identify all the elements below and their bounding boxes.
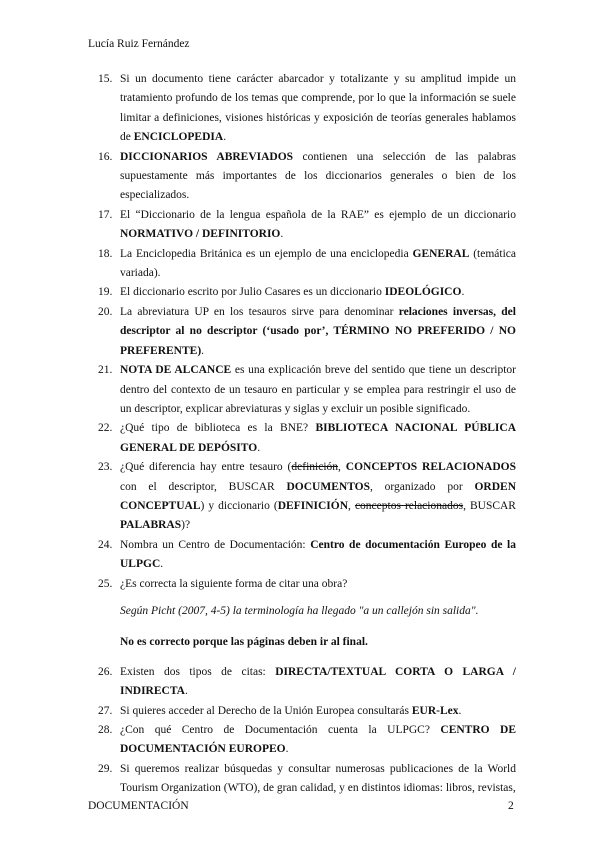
text-run: , [338, 461, 346, 474]
text-run: . [184, 685, 188, 698]
list-item [98, 536, 516, 575]
text-run: Nombra un Centro de Documentación: [120, 538, 311, 551]
text-run: . [461, 286, 465, 299]
page-header-author: Lucía Ruiz Fernández [88, 38, 190, 50]
item-text [120, 575, 516, 594]
item-number: 25. [98, 577, 113, 590]
item-text [120, 303, 516, 361]
item-text [120, 536, 516, 575]
item-text [120, 721, 516, 760]
item-text [120, 283, 516, 302]
citation-example: Según Picht (2007, 4-5) la terminología ha llegado "a un callejón sin salida". [120, 604, 479, 617]
answer-highlight: NOTA DE ALCANCE [120, 364, 232, 377]
item-number: 15. [98, 73, 113, 85]
text-run: . [285, 743, 289, 756]
list-item [98, 303, 516, 361]
answer-highlight: ENCICLOPEDIA [133, 131, 224, 144]
text-run: . [257, 441, 261, 454]
item-number: 20. [98, 305, 113, 318]
list-item [98, 760, 516, 799]
text-run: ) y diccionario ( [200, 499, 278, 512]
text-run: ¿Es correcta la siguiente forma de citar una obra? [120, 577, 348, 590]
answer-highlight: CENTRO DE DOCUMENTACIÓN EUROPEO [120, 724, 516, 756]
answer-highlight: IDEOLÓGICO [384, 286, 462, 299]
question-list [98, 70, 516, 799]
item-number: 19. [98, 286, 113, 299]
text-run: )? [181, 519, 191, 532]
answer-highlight: DICCIONARIOS ABREVIADOS [120, 150, 294, 163]
item-number: 18. [98, 247, 113, 260]
text-run: ¿Con qué Centro de Documentación cuenta la ULPGC? [120, 724, 441, 736]
item-number: 28. [98, 724, 113, 736]
item-text [120, 419, 516, 458]
answer-highlight: relaciones inversas, del descriptor al no descriptor (‘usado por’, TÉRMINO NO PREFERIDO / NO PREFERENTE) [120, 305, 516, 357]
answer-highlight: PALABRAS [120, 519, 182, 532]
item-text [120, 663, 516, 702]
footer-title: DOCUMENTACIÓN [88, 800, 189, 812]
item-number: 24. [98, 538, 113, 551]
text-run: . [223, 131, 227, 144]
list-item [98, 245, 516, 284]
question-group-2 [98, 663, 516, 799]
answer-highlight: DOCUMENTOS [286, 480, 370, 493]
list-item [98, 663, 516, 702]
text-run: El diccionario escrito por Julio Casares es un diccionario [120, 286, 385, 299]
page-number: 2 [508, 800, 514, 812]
item-text [120, 206, 516, 245]
text-run: . [160, 558, 164, 571]
answer-highlight: EUR-Lex [411, 704, 459, 717]
list-item [98, 283, 516, 302]
text-run: ¿Qué diferencia hay entre tesauro ( [120, 461, 292, 474]
text-run: es una explicación breve del sentido que tiene un descriptor dentro del contexto de un tesauro en particular y se emplea para restringir el uso de un descriptor, explicar abreviaturas y siglas y excluir un posible significado. [120, 364, 516, 415]
struck-text: conceptos relacionados [354, 499, 464, 512]
text-run: con el descriptor, BUSCAR [120, 480, 287, 493]
question-group-1 [98, 70, 516, 594]
item-number: 26. [98, 665, 113, 678]
item-number: 21. [98, 364, 113, 377]
item-number: 16. [98, 150, 113, 163]
text-run: La abreviatura UP en los tesauros sirve para denominar [120, 305, 399, 318]
item-text [120, 245, 516, 284]
answer-highlight: DEFINICIÓN [277, 499, 349, 512]
text-run: El “Diccionario de la lengua española de la RAE” es ejemplo de un diccionario [120, 208, 516, 221]
struck-text: definición [291, 461, 339, 474]
text-run: , organizado por [370, 480, 475, 493]
item-text [120, 760, 516, 799]
item-text [120, 148, 516, 206]
text-run: Si queremos realizar búsquedas y consultar numerosas publicaciones de la World Tourism Organization (WTO), de gran calidad, y en distintos idiomas: libros, revistas, [120, 762, 516, 795]
text-run: . [458, 704, 462, 717]
text-run: , [348, 499, 355, 512]
item-number: 29. [98, 762, 113, 775]
item-number: 27. [98, 704, 113, 717]
item-number: 23. [98, 461, 113, 474]
list-item [98, 206, 516, 245]
list-item [98, 458, 516, 536]
text-run: , BUSCAR [463, 499, 516, 512]
text-run: Si quieres acceder al Derecho de la Unión Europea consultarás [120, 704, 412, 717]
text-run: Si un documento tiene carácter abarcador y totalizante y su amplitud impide un tratamiento profundo de los temas que comprende, por lo que la información se suele limitar a definiciones, visiones históricas y exposición de teorías generales hablamos de [120, 73, 516, 144]
text-run: (temática variada). [120, 247, 517, 280]
answer-highlight: NORMATIVO / DEFINITORIO [120, 228, 281, 241]
text-run: La Enciclopedia Británica es un ejemplo de una enciclopedia [120, 247, 413, 260]
list-item [98, 721, 516, 760]
answer-highlight: Centro de documentación Europeo de la ULPGC [120, 538, 516, 571]
item-text [120, 458, 516, 536]
text-run: . [201, 344, 205, 357]
answer-highlight: ORDEN CONCEPTUAL [120, 480, 516, 512]
citation-answer: No es correcto porque las páginas deben ir al final. [120, 636, 368, 649]
answer-highlight: CONCEPTOS RELACIONADOS [345, 461, 516, 474]
answer-highlight: GENERAL [412, 247, 470, 260]
list-item [98, 702, 516, 721]
list-item [98, 70, 516, 148]
item-text [120, 702, 516, 721]
text-run: ¿Qué tipo de biblioteca es la BNE? [120, 422, 316, 435]
answer-highlight: BIBLIOTECA NACIONAL PÚBLICA GENERAL DE DEPÓSITO [120, 422, 516, 454]
list-item [98, 419, 516, 458]
text-run: Existen dos tipos de citas: [120, 665, 276, 678]
text-run: contienen una selección de las palabras supuestamente más importantes de los diccionarios generales o bien de los especializados. [120, 150, 517, 202]
item-number: 22. [98, 422, 113, 435]
list-item [98, 361, 516, 419]
item-number: 17. [98, 208, 113, 221]
answer-highlight: DIRECTA/TEXTUAL CORTA O LARGA / INDIRECTA [120, 665, 517, 698]
text-run: . [280, 228, 284, 241]
item-text [120, 361, 516, 419]
list-item [98, 575, 516, 594]
list-item [98, 148, 516, 206]
item-text [120, 70, 516, 148]
